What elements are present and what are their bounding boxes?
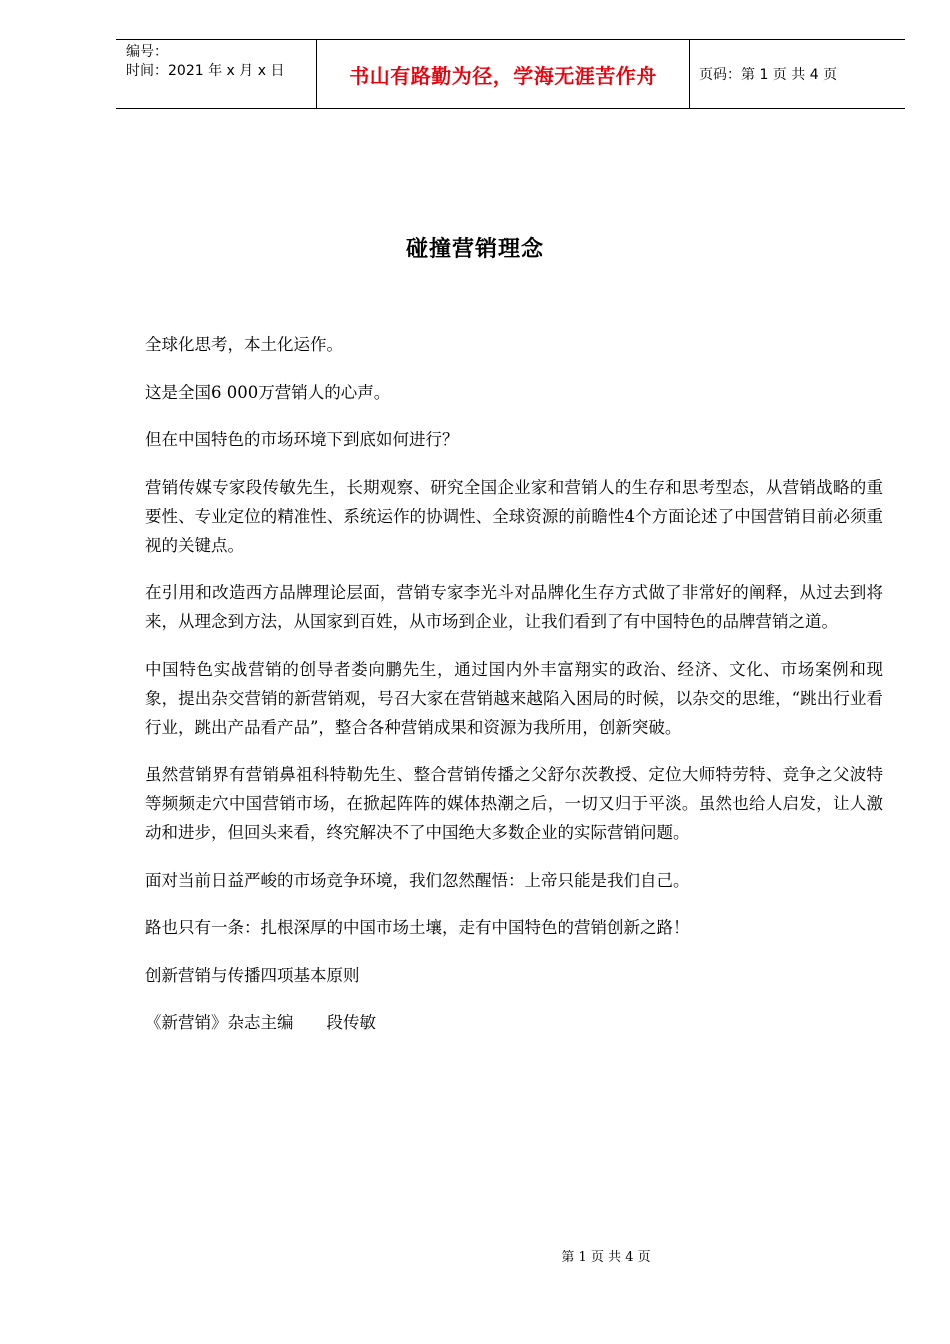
paragraph: 虽然营销界有营销鼻祖科特勒先生、整合营销传播之父舒尔茨教授、定位大师特劳特、竞争之父波特等频频走穴中国营销市场，在掀起阵阵的媒体热潮之后，一切又归于平淡。虽然也给人启发，让人激动和进步，但回头来看，终究解决不了中国绝大多数企业的实际营销问题。 xyxy=(145,765,883,842)
paragraph: 这是全国6 000万营销人的心声。 xyxy=(145,382,391,402)
header-meta-cell xyxy=(116,40,316,108)
paragraph: 但在中国特色的市场环境下到底如何进行？ xyxy=(145,430,459,449)
header-page-info: 页码：第 1 页 共 4 页 xyxy=(699,67,838,83)
header-motto: 书山有路勤为径，学海无涯苦作舟 xyxy=(316,40,690,108)
paragraph: 中国特色实战营销的创导者娄向鹏先生，通过国内外丰富翔实的政治、经济、文化、市场案例和现象，提出杂交营销的新营销观，号召大家在营销越来越陷入困局的时候，以杂交的思维，“跳出行业看行业，跳出产品看产品”，整合各种营销成果和资源为我所用，创新突破。 xyxy=(145,659,883,737)
paragraph: 《新营销》杂志主编 段传敏 xyxy=(145,1013,376,1032)
paragraph: 面对当前日益严峻的市场竞争环境，我们忽然醒悟：上帝只能是我们自己。 xyxy=(145,870,690,890)
page-footer: 第 1 页 共 4 页 xyxy=(561,1250,651,1265)
paragraph: 全球化思考，本土化运作。 xyxy=(145,335,343,354)
paragraph: 创新营销与传播四项基本原则 xyxy=(145,965,360,985)
header-table xyxy=(116,39,905,109)
document-number-label: 编号： xyxy=(126,44,168,60)
document-body xyxy=(145,330,883,1056)
paragraph: 在引用和改造西方品牌理论层面，营销专家李光斗对品牌化生存方式做了非常好的阐释，从过去到将来，从理念到方法，从国家到百姓，从市场到企业，让我们看到了有中国特色的品牌营销之道。 xyxy=(145,583,883,631)
paragraph: 营销传媒专家段传敏先生，长期观察、研究全国企业家和营销人的生存和思考型态，从营销战略的重要性、专业定位的精准性、系统运作的协调性、全球资源的前瞻性4个方面论述了中国营销目前必须重视的关键点。 xyxy=(145,477,883,555)
paragraph: 路也只有一条：扎根深厚的中国市场土壤，走有中国特色的营销创新之路！ xyxy=(145,918,690,937)
document-title: 碰撞营销理念 xyxy=(405,237,544,262)
document-date: 时间：2021 年 x 月 x 日 xyxy=(126,63,285,79)
